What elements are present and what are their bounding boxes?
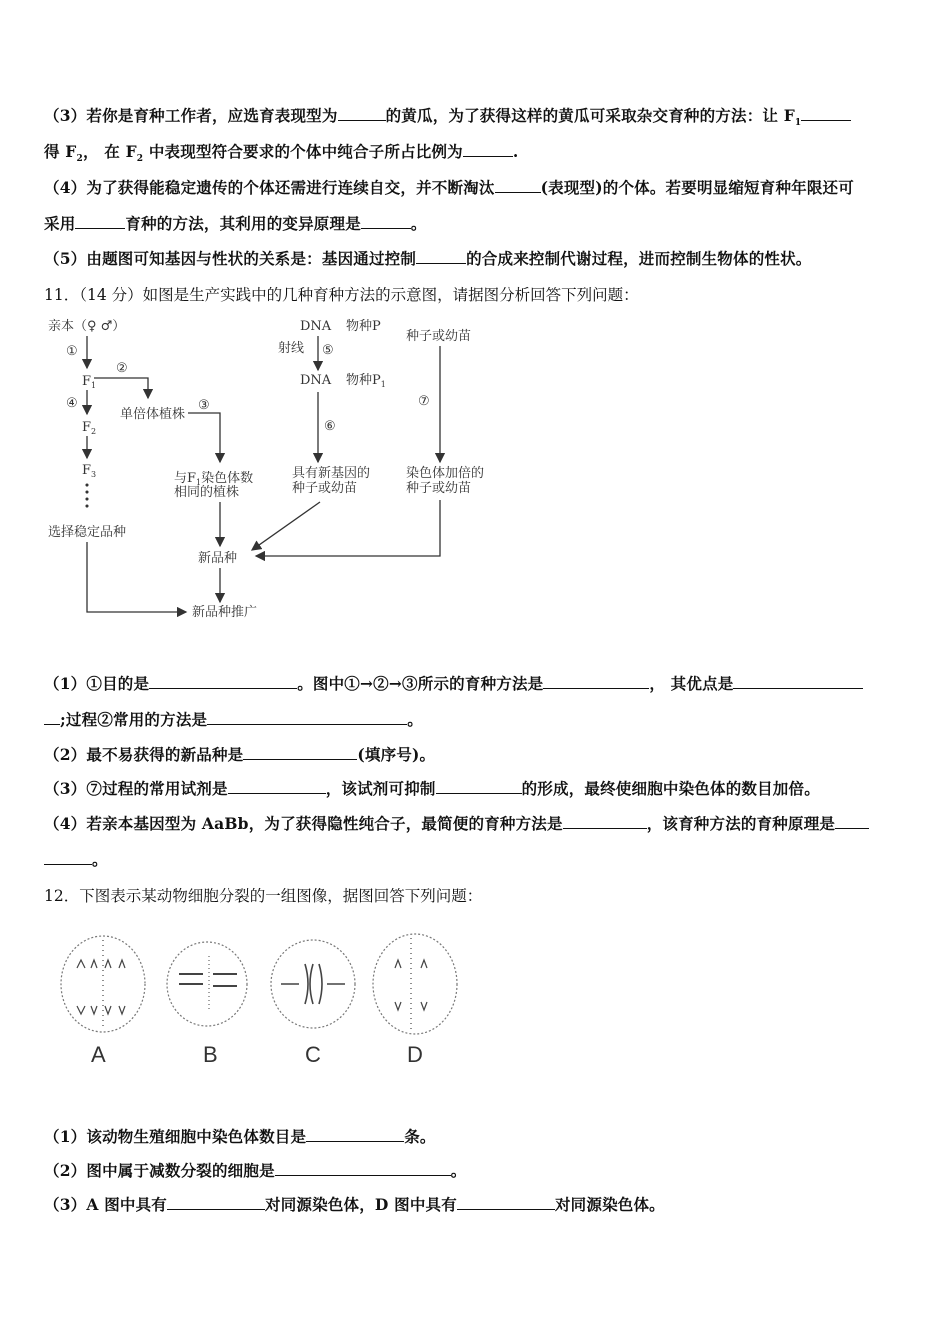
arrow-haploid-doubled xyxy=(188,413,220,462)
answer-blank[interactable] xyxy=(436,779,522,794)
label-species-p1: 物种$P_1$ xyxy=(346,373,386,389)
arrow-newgene-variety xyxy=(252,502,320,550)
answer-blank[interactable] xyxy=(243,745,357,760)
label-doubled-1: 染色体加倍的 xyxy=(406,466,485,481)
cell-a-chromosomes xyxy=(77,940,125,1028)
answer-blank[interactable] xyxy=(75,214,125,229)
label-f1: $F_1$ xyxy=(82,374,97,390)
q11-part1-line2: ;过程②常用的方法是 。 xyxy=(44,708,423,730)
label-select-stable: 选择稳定品种 xyxy=(48,525,127,540)
label-new-gene-1: 具有新基因的 xyxy=(292,466,371,481)
q11-part4-line1: （4）若亲本基因型为 AaBb，为了获得隐性纯合子，最简便的育种方法是 ，该育种方法的育种原理是 xyxy=(44,812,869,834)
q12-part1: （1）该动物生殖细胞中染色体数目是 条。 xyxy=(44,1127,436,1146)
cell-c-chromosomes xyxy=(281,964,345,1004)
answer-blank[interactable] xyxy=(306,1127,404,1142)
label-promotion: 新品种推广 xyxy=(192,605,258,620)
q11-part1-line1: （1）①目的是 。图中①→②→③所示的育种方法是 ， 其优点是 xyxy=(44,672,863,694)
label-seed: 种子或幼苗 xyxy=(406,329,472,344)
answer-blank[interactable] xyxy=(275,1161,451,1176)
answer-blank[interactable] xyxy=(463,142,513,157)
label-step-5: ⑤ xyxy=(322,343,334,358)
q10-part3-line1: （3）若你是育种工作者，应选育表现型为 的黄瓜，为了获得这样的黄瓜可采取杂交育种的方法：让 $F_1$ xyxy=(44,104,851,128)
answer-blank[interactable] xyxy=(44,710,60,725)
answer-blank[interactable] xyxy=(835,814,869,829)
q12-part2: （2）图中属于减数分裂的细胞是 。 xyxy=(44,1161,467,1180)
cell-images xyxy=(55,928,475,1038)
label-dna-2: DNA xyxy=(300,373,332,388)
answer-blank[interactable] xyxy=(563,814,647,829)
answer-blank[interactable] xyxy=(733,674,863,689)
q10-part4-line2: 采用 育种的方法，其利用的变异原理是 。 xyxy=(44,214,427,233)
cell-label-c: C xyxy=(305,1042,321,1067)
answer-blank[interactable] xyxy=(457,1195,555,1210)
q12-heading: 12．下图表示某动物细胞分裂的一组图像，据图回答下列问题： xyxy=(44,887,483,905)
answer-blank[interactable] xyxy=(149,674,297,689)
label-step-1: ① xyxy=(66,344,78,359)
q10-part3-line2: 得 $F_2$， 在 $F_2$ 中表现型符合要求的个体中纯合子所占比例为 . xyxy=(44,142,519,165)
answer-blank[interactable] xyxy=(44,850,92,865)
cell-division-figures xyxy=(55,928,475,1067)
label-doubled-2: 种子或幼苗 xyxy=(406,481,472,496)
answer-blank[interactable] xyxy=(228,779,326,794)
arrow-select-promotion xyxy=(87,542,186,612)
answer-blank[interactable] xyxy=(416,249,466,264)
label-step-7: ⑦ xyxy=(418,394,430,409)
label-same-chromosome-1: 与$F_1$染色体数 xyxy=(174,471,254,487)
answer-blank[interactable] xyxy=(801,106,851,121)
q10-part5: （5）由题图可知基因与性状的关系是：基因通过控制 的合成来控制代谢过程，进而控制生物体的性状。 xyxy=(44,249,812,268)
answer-blank[interactable] xyxy=(338,106,386,121)
q11-part2: （2）最不易获得的新品种是 (填序号)。 xyxy=(44,745,436,764)
label-same-chromosome-2: 相同的植株 xyxy=(174,485,240,500)
label-step-6: ⑥ xyxy=(324,419,336,434)
cell-label-d: D xyxy=(407,1042,423,1067)
label-f3: $F_3$ xyxy=(82,463,97,479)
cell-b-chromosomes xyxy=(179,956,237,1012)
cell-label-a: A xyxy=(91,1042,106,1067)
label-dna-1: DNA xyxy=(300,319,332,334)
label-step-3: ③ xyxy=(198,398,210,413)
label-new-gene-2: 种子或幼苗 xyxy=(292,481,358,496)
answer-blank[interactable] xyxy=(207,710,407,725)
answer-blank[interactable] xyxy=(495,178,541,193)
q12-part3: （3）A 图中具有 对同源染色体，D 图中具有 对同源染色体。 xyxy=(44,1195,665,1214)
label-f2: $F_2$ xyxy=(82,420,97,436)
cell-d-outline xyxy=(373,934,457,1034)
q10-part4-line1: （4）为了获得能稳定遗传的个体还需进行连续自交，并不断淘汰 (表现型)的个体。若要明显缩短育种年限还可 xyxy=(44,178,854,197)
answer-blank[interactable] xyxy=(361,214,411,229)
label-parent: 亲本（♀ ♂） xyxy=(48,319,126,334)
label-step-2: ② xyxy=(116,361,128,376)
breeding-methods-diagram xyxy=(40,312,510,632)
label-species-p: 物种P xyxy=(346,319,381,334)
q11-heading: 11．（14 分）如图是生产实践中的几种育种方法的示意图，请据图分析回答下列问题： xyxy=(44,286,639,304)
q11-part3: （3）⑦过程的常用试剂是 ，该试剂可抑制 的形成，最终使细胞中染色体的数目加倍。 xyxy=(44,779,820,798)
label-new-variety: 新品种 xyxy=(198,551,238,566)
q11-part4-line2: 。 xyxy=(44,848,108,870)
cell-d-chromosomes xyxy=(395,938,427,1030)
label-haploid: 单倍体植株 xyxy=(120,407,186,422)
answer-blank[interactable] xyxy=(167,1195,265,1210)
answer-blank[interactable] xyxy=(543,674,649,689)
label-step-4: ④ xyxy=(66,396,78,411)
label-ray: 射线 xyxy=(278,341,305,356)
cell-label-b: B xyxy=(203,1042,218,1067)
arrow-f1-haploid xyxy=(94,378,148,398)
